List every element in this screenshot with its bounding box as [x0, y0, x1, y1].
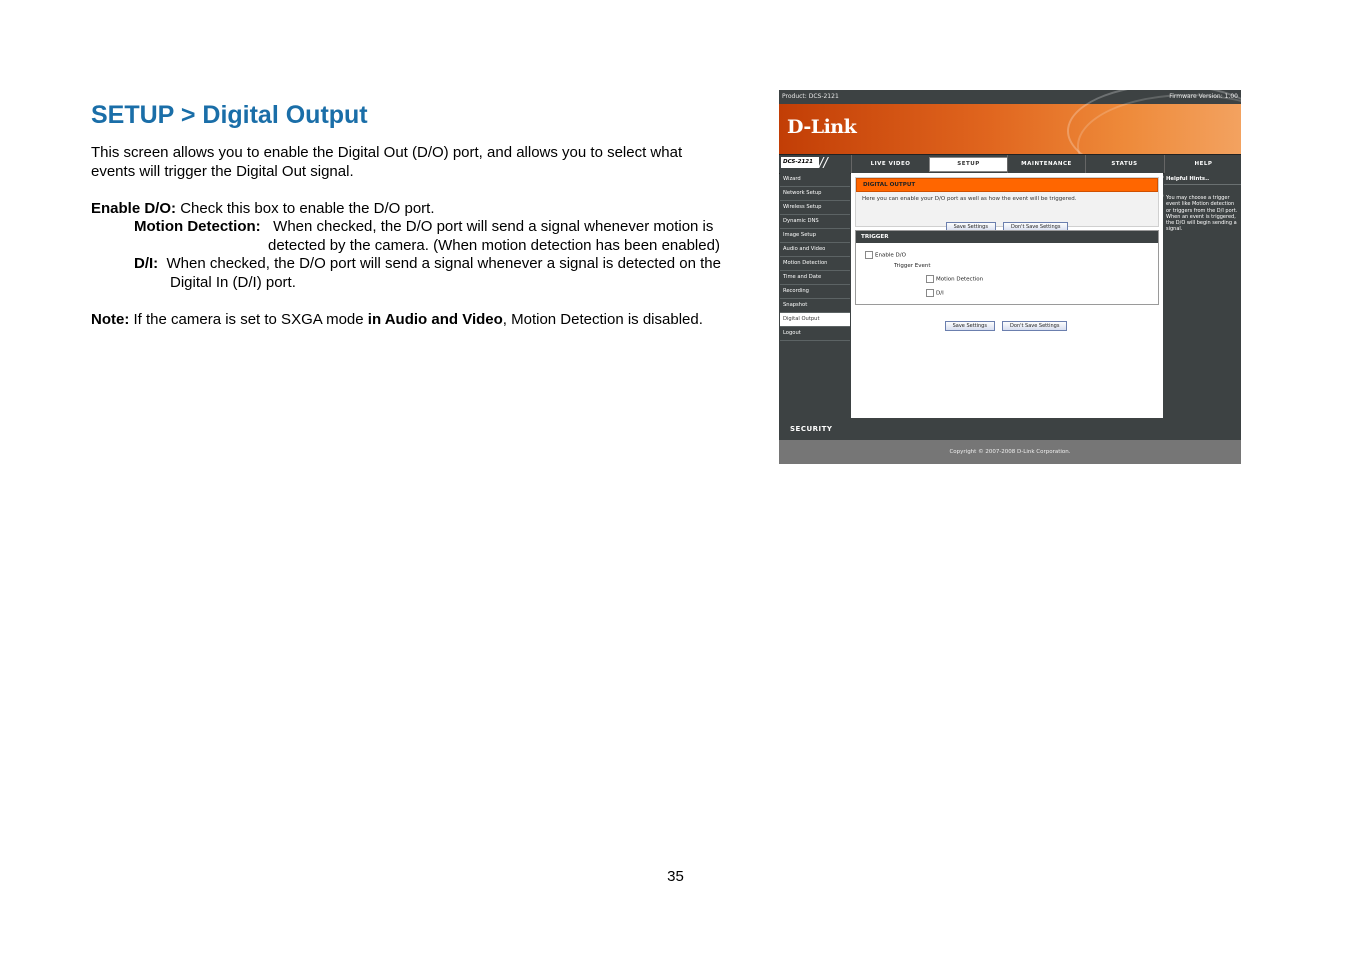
digital-output-section	[855, 177, 1159, 230]
sidebar-item-digital-output[interactable]: Digital Output	[780, 313, 850, 327]
help-panel	[1164, 173, 1241, 418]
sidebar-item-snapshot[interactable]: Snapshot	[780, 299, 850, 313]
sidebar-item-dynamic-dns[interactable]: Dynamic DNS	[780, 215, 850, 229]
sidebar-item-image-setup[interactable]: Image Setup	[780, 229, 850, 243]
di-checkbox-label: D/I	[936, 290, 944, 297]
help-title: Helpful Hints..	[1164, 173, 1241, 185]
intro-line-2: events will trigger the Digital Out signal.	[91, 162, 354, 180]
sidebar-item-wireless-setup[interactable]: Wireless Setup	[780, 201, 850, 215]
motion-text-1: When checked, the D/O port will send a signal whenever motion is	[273, 218, 714, 235]
trigger-section	[855, 230, 1159, 305]
digital-output-header: DIGITAL OUTPUT	[856, 178, 1158, 192]
di-checkbox[interactable]	[926, 289, 934, 297]
tab-help[interactable]: HELP	[1164, 155, 1241, 173]
di-text-2: Digital In (D/I) port.	[170, 273, 296, 291]
motion-detection-row	[926, 275, 983, 283]
motion-text-2: detected by the camera. (When motion detection has been enabled)	[268, 236, 720, 254]
tab-setup[interactable]: SETUP	[929, 157, 1008, 172]
sidebar-item-wizard[interactable]: Wizard	[780, 173, 850, 187]
motion-detection-checkbox[interactable]	[926, 275, 934, 283]
enable-do-label: Enable D/O:	[91, 199, 177, 217]
di-text-1: When checked, the D/O port will send a signal whenever a signal is detected on the	[166, 255, 721, 272]
save-settings-button-bottom[interactable]: Save Settings	[945, 321, 995, 331]
motion-detection-checkbox-label: Motion Detection	[936, 276, 984, 283]
main-content	[851, 173, 1163, 418]
footer-bar	[779, 418, 1241, 440]
product-label: Product: DCS-2121	[782, 93, 839, 100]
header-banner	[779, 104, 1241, 154]
sidebar	[780, 173, 850, 418]
model-badge: DCS-2121	[781, 157, 819, 168]
tab-maintenance[interactable]: MAINTENANCE	[1007, 155, 1085, 173]
bottom-button-group	[855, 312, 1157, 331]
sidebar-item-logout[interactable]: Logout	[780, 327, 850, 341]
sidebar-item-audio-video[interactable]: Audio and Video	[780, 243, 850, 257]
dont-save-settings-button-bottom[interactable]: Don't Save Settings	[1002, 321, 1067, 331]
save-settings-button[interactable]: Save Settings	[946, 222, 996, 232]
sidebar-item-recording[interactable]: Recording	[780, 285, 850, 299]
sidebar-item-time-date[interactable]: Time and Date	[780, 271, 850, 285]
slash-decoration: //	[819, 156, 828, 171]
enable-do-checkbox-label: Enable D/O	[875, 252, 906, 259]
help-text: You may choose a trigger event like Motion detection or triggers from the D/I port. When an event is triggered, the D/O will begin sending a signal.	[1166, 195, 1238, 233]
note-label: Note:	[91, 310, 130, 328]
dlink-logo: D-Link	[787, 116, 857, 138]
enable-do-checkbox[interactable]	[865, 251, 873, 259]
copyright-text: Copyright © 2007-2008 D-Link Corporation.	[779, 440, 1241, 464]
top-nav	[779, 154, 1241, 174]
document-body	[91, 98, 771, 329]
enable-do-row	[865, 251, 906, 259]
sidebar-item-network-setup[interactable]: Network Setup	[780, 187, 850, 201]
security-label: SECURITY	[790, 425, 833, 433]
trigger-event-label: Trigger Event	[894, 263, 931, 269]
di-label: D/I:	[134, 255, 159, 272]
intro-line-1: This screen allows you to enable the Digital Out (D/O) port, and allows you to select what	[91, 144, 683, 161]
trigger-header: TRIGGER	[856, 231, 1158, 243]
note-text-2: , Motion Detection is disabled.	[502, 310, 703, 328]
digital-output-description: Here you can enable your D/O port as well as how the event will be triggered.	[862, 196, 1077, 202]
motion-paragraph	[91, 218, 771, 237]
dont-save-settings-button[interactable]: Don't Save Settings	[1003, 222, 1068, 232]
enable-do-paragraph	[91, 200, 771, 219]
sidebar-item-motion-detection[interactable]: Motion Detection	[780, 257, 850, 271]
firmware-label: Firmware Version: 1.00	[1169, 93, 1238, 100]
page-title: SETUP > Digital Output	[91, 101, 368, 129]
di-row	[926, 289, 944, 297]
page-number: 35	[667, 868, 684, 885]
camera-ui-screenshot	[779, 90, 1241, 464]
note-text-1: If the camera is set to SXGA mode	[133, 310, 364, 328]
tab-live-video[interactable]: LIVE VIDEO	[851, 155, 929, 173]
di-paragraph	[91, 255, 771, 274]
tab-status[interactable]: STATUS	[1085, 155, 1163, 173]
motion-label: Motion Detection:	[134, 218, 261, 235]
note-paragraph	[91, 311, 771, 330]
note-bold: in Audio and Video	[367, 310, 503, 328]
enable-do-text: Check this box to enable the D/O port.	[180, 199, 435, 217]
